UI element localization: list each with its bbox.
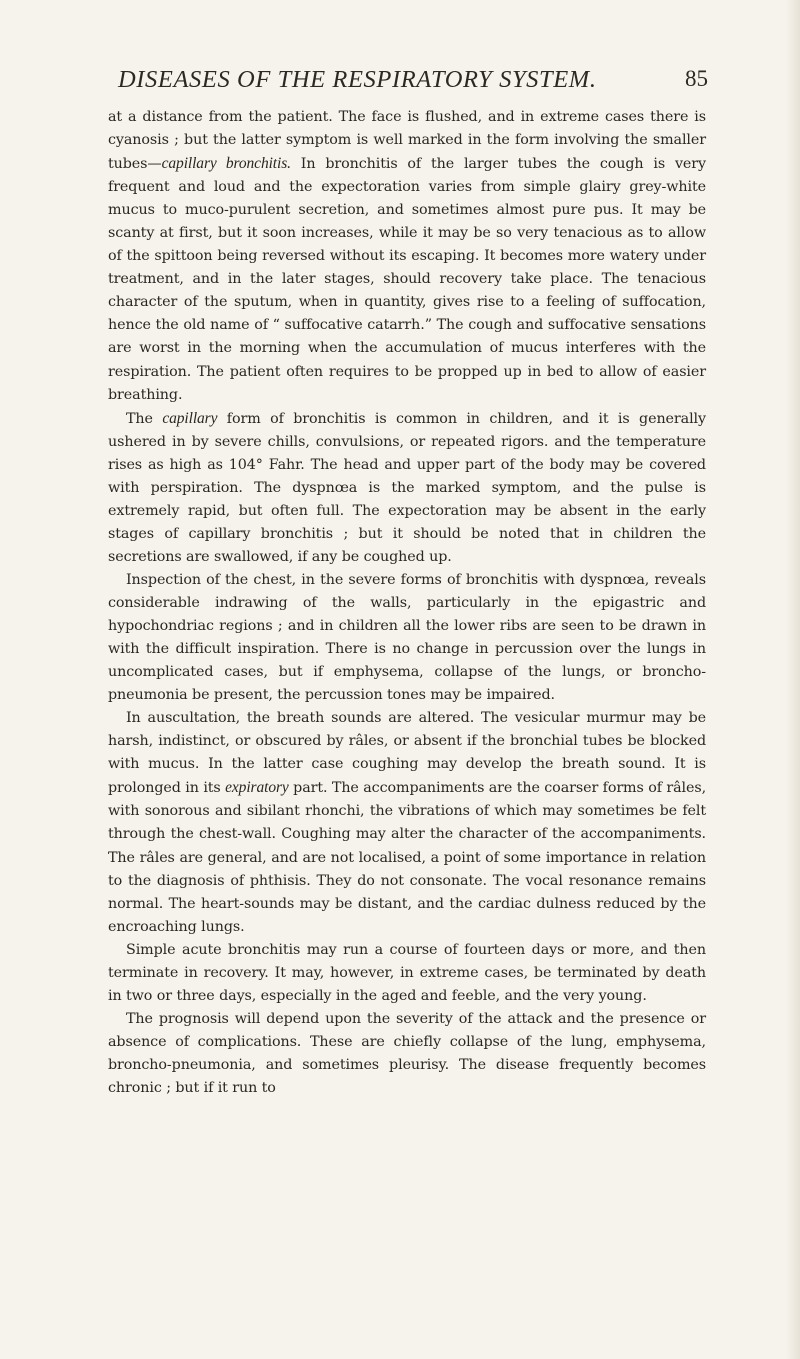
body-text: [108, 106, 706, 1100]
text-run: part. The accompaniments are the coarser forms of râles, with sonorous and sibilant rhonchi, the vibrations of which may sometimes be felt through the chest-wall. Coughing may alter the character of the accompaniments. The râles are general, and are not localised, a point of some importance in relation to the diagnosis of phthisis. They do not consonate. The vocal resonance remains normal. The heart-sounds may be distant, and the cardiac dulness reduced by the encroaching lungs.: [108, 780, 707, 935]
text-run: In auscultation, the breath sounds are altered. The vesicular murmur may be harsh, indistinct, or obscured by râles, or absent if the bronchial tubes be blocked with mucus. In the latter case coughing may develop the breath sound. It is prolonged in its: [108, 710, 706, 797]
paragraph: [108, 407, 706, 569]
running-head: [100, 66, 708, 98]
paragraph: [108, 707, 706, 938]
text-run: Inspection of the chest, in the severe forms of bronchitis with dyspnœa, reveals considerable indrawing of the walls, particularly in the epigastric and hypochondriac regions ; and in children all the lower ribs are seen to be drawn in with the difficult inspiration. There is no change in percussion over the lungs in uncomplicated cases, but if emphysema, collapse of the lungs, or broncho-pneumonia be present, the percussion tones may be impaired.: [108, 571, 706, 704]
text-run: Simple acute bronchitis may run a course of fourteen days or more, and then terminate in recovery. It may, however, in extreme cases, be terminated by death in two or three days, especially in the aged and feeble, and the very young.: [108, 941, 706, 1004]
text-run: The prognosis will depend upon the severity of the attack and the presence or absence of complications. These are chiefly collapse of the lung, emphysema, broncho-pneumonia, and sometimes pleurisy. The disease frequently becomes chronic ; but if it run to: [108, 1010, 706, 1096]
page-edge-shadow: [786, 0, 800, 1359]
italic-text: capillary bronchitis.: [161, 155, 291, 173]
running-title: DISEASES OF THE RESPIRATORY SYSTEM.: [118, 66, 597, 93]
paragraph: [108, 106, 706, 407]
text-run: form of bronchitis is common in children, and it is generally ushered in by severe chills, convulsions, or repeated rigors. and the temperature rises as high as 104° Fahr. The head and upper part of the body may be covered with perspiration. The dyspnœa is the marked symptom, and the pulse is extremely rapid, but often full. The expectoration may be absent in the early stages of capillary bronchitis ; but it should be noted that in children the secretions are swallowed, if any be coughed up.: [108, 410, 706, 565]
paragraph: [108, 1008, 706, 1100]
page-number: 85: [685, 66, 708, 91]
paragraph: [108, 569, 706, 707]
text-run: The: [126, 410, 163, 427]
paragraph: [108, 939, 706, 1008]
text-run: at a distance from the patient. The face is flushed, and in extreme cases there is cyanosis ; but the latter symptom is well marked in the form involving the smaller tubes—: [108, 109, 706, 173]
italic-text: expiratory: [225, 779, 289, 797]
text-run: In bronchitis of the larger tubes the cough is very frequent and loud and the expectoration varies from simple glairy grey-white mucus to muco-purulent secretion, and sometimes almost pure pus. It may be scanty at first, but it soon increases, while it may be so very tenacious as to allow of the spittoon being reversed without its escaping. It becomes more watery under treatment, and in the later stages, should recovery take place. The tenacious character of the sputum, when in quantity, gives rise to a feeling of suffocation, hence the old name of “ suffocative catarrh.” The cough and suffocative sensations are worst in the morning when the accumulation of mucus interferes with the respiration. The patient often requires to be propped up in bed to allow of easier breathing.: [108, 156, 706, 403]
italic-text: capillary: [162, 409, 218, 427]
